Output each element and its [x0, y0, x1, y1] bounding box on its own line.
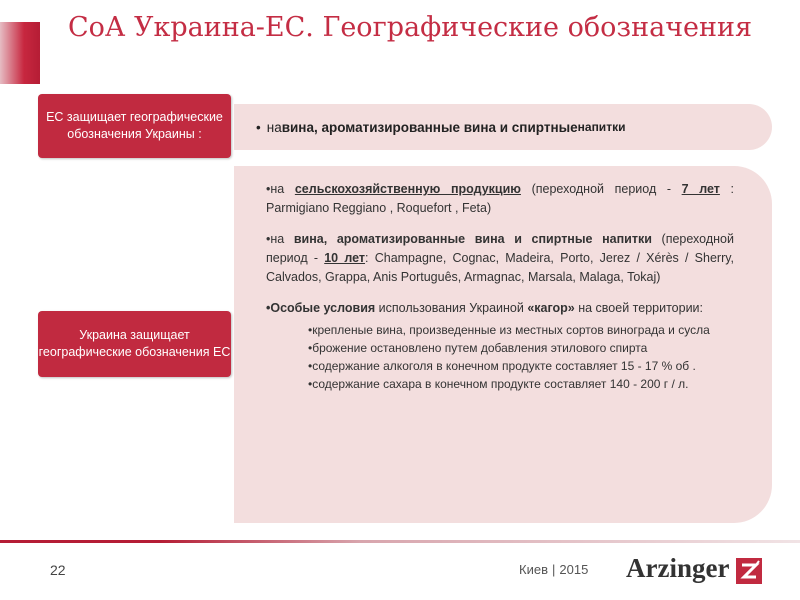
special-conditions-bold: •Особые условия [266, 301, 376, 315]
list-item: •содержание сахара в конечном продукте составляет 140 - 200 г / л. [308, 377, 689, 391]
footer-city: Киев [519, 562, 548, 577]
footer-separator: | [551, 562, 556, 577]
special-conditions-text: использования Украиной [375, 301, 528, 315]
transition-period: 10 лет [324, 251, 366, 265]
agri-products-paragraph [266, 180, 734, 218]
eu-protects-item [234, 104, 772, 150]
list-item: •брожение остановлено путем добавления этилового спирта [308, 341, 648, 355]
footer-year: 2015 [559, 562, 589, 577]
list-item: •содержание алкоголя в конечном продукте составляет 15 - 17 % об . [308, 359, 696, 373]
wines-paragraph [266, 230, 734, 287]
bullet-text: •на [266, 232, 294, 246]
title-accent-bar [0, 22, 40, 84]
footer-location [519, 562, 588, 577]
ua-protects-content [234, 166, 772, 523]
brand-wordmark: Arzinger [626, 553, 730, 583]
arzinger-logo-icon [736, 558, 762, 584]
eu-item-prefix: на [266, 119, 282, 135]
kagor-conditions-list [266, 322, 734, 393]
transition-text: (переходной период - [520, 182, 682, 196]
wines-list: : Champagne, Cognac, Madeira, Porto, Jerez / Xérès / Sherry, Calvados, Grappa, Anis Português, Armagnac, Marsala, Malaga, Tokaj) [266, 251, 735, 284]
wines-bold: вина, ароматизированные вина и спиртные напитки [293, 232, 652, 246]
page-number: 22 [50, 562, 66, 578]
agri-products-list: : Parmigiano Reggiano , Roquefort , Feta) [266, 182, 734, 215]
footer-divider [0, 540, 800, 543]
transition-text: (переходной период - [266, 232, 734, 265]
special-conditions-rest: на своей территории: [574, 301, 704, 315]
special-conditions-paragraph [266, 299, 734, 318]
bullet-icon: • [256, 119, 261, 135]
transition-period: 7 лет [681, 182, 720, 196]
agri-products-bold: сельскохозяйственную продукцию [294, 182, 521, 196]
eu-protects-label: ЕС защищает географические обозначения Украины : [38, 94, 231, 158]
eu-item-bold: вина, ароматизированные вина и спиртные [281, 119, 578, 135]
kagor-bold: «кагор» [527, 301, 575, 315]
ua-protects-label: Украина защищает географические обозначения ЕС [38, 311, 231, 377]
slide-title: СоА Украина-ЕС. Географические обозначения [68, 12, 753, 43]
eu-item-small-bold: напитки [577, 120, 626, 134]
bullet-text: •на [266, 182, 295, 196]
list-item: •крепленые вина, произведенные из местных сортов винограда и сусла [308, 323, 710, 337]
